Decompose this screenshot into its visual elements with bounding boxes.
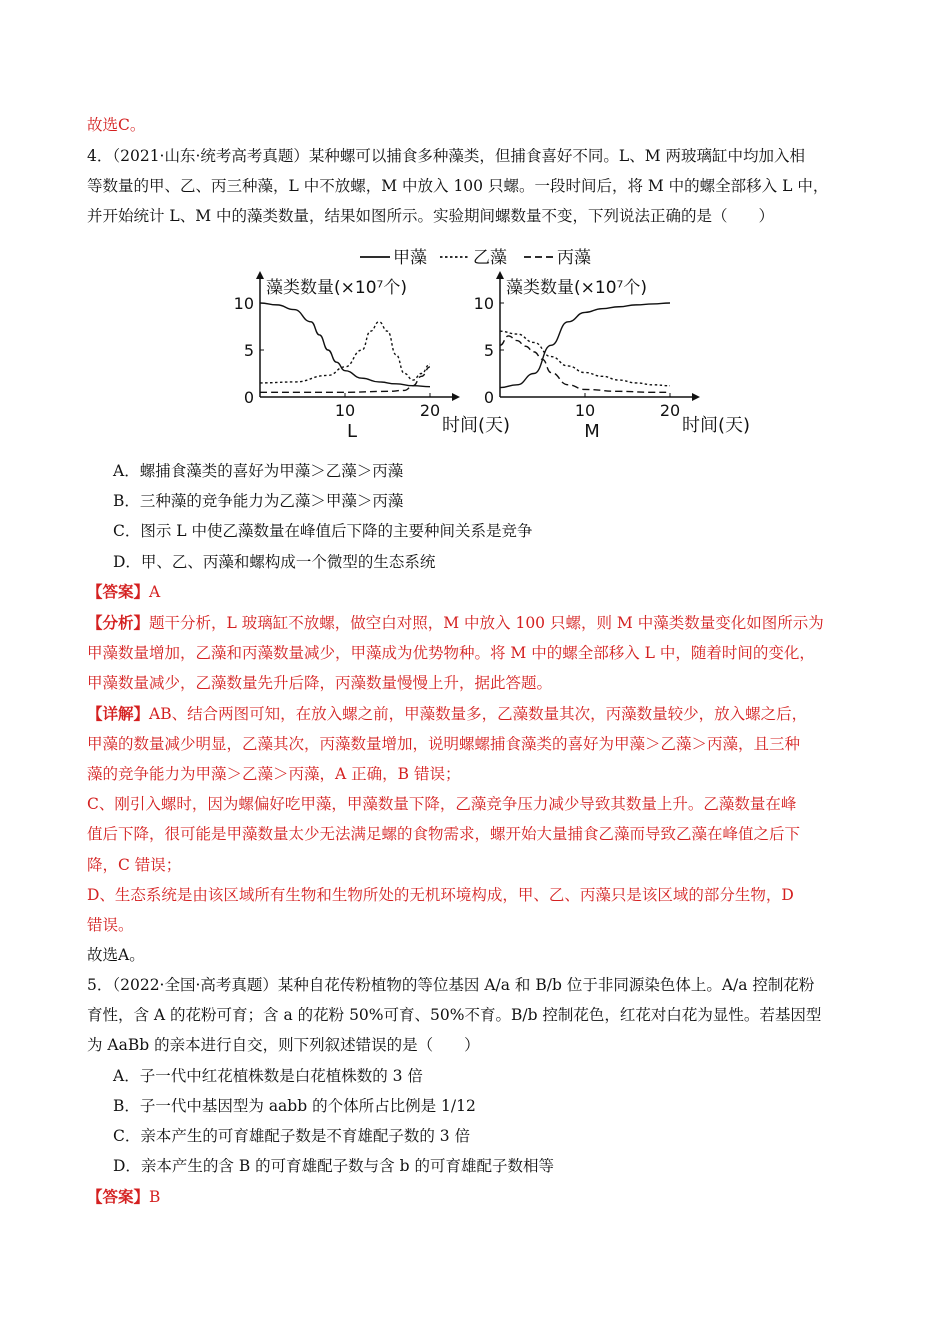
detail-tag: 【详解】 (87, 704, 150, 723)
x-tick-label: 20 (419, 401, 441, 420)
y-axis-label: 藻类数量(×10⁷个) (506, 278, 647, 298)
answer-tag: 【答案】 (87, 1187, 150, 1206)
q3-conclusion: 故选C。 (87, 116, 146, 134)
q4-option-d: D．甲、乙、丙藻和螺构成一个微型的生态系统 (113, 553, 436, 571)
q4-stem-line: 等数量的甲、乙、丙三种藻，L 中不放螺，M 中放入 100 只螺。一段时间后，将 M 中的螺全部移入 L 中， (87, 177, 829, 195)
q4-answer (87, 582, 160, 602)
q4-detail-line: 降，C 错误； (87, 856, 182, 874)
y-tick-label: 0 (243, 388, 254, 407)
q4-analysis-line: 甲藻数量增加，乙藻和丙藻数量减少，甲藻成为优势物种。将 M 中的螺全部移入 L 中，随着时间的变化， (87, 644, 815, 662)
panel-label: M (584, 421, 600, 442)
q5-stem-line: 育性，含 A 的花粉可育；含 a 的花粉 50%可育、50%不育。B/b 控制花色，红花对白花为显性。若基因型 (87, 1006, 822, 1024)
x-axis-label: 时间(天) (682, 415, 751, 436)
x-axis-arrow (692, 393, 700, 401)
q4-option-b: B．三种藻的竞争能力为乙藻＞甲藻＞丙藻 (113, 492, 404, 510)
q4-option-a: A．螺捕食藻类的喜好为甲藻＞乙藻＞丙藻 (113, 462, 404, 480)
answer-tag: 【答案】 (87, 582, 150, 601)
answer-value: A (149, 583, 161, 601)
q5-option-c: C．亲本产生的可育雄配子数是不育雄配子数的 3 倍 (113, 1127, 471, 1145)
y-tick-label: 5 (243, 341, 254, 360)
q5-option-a: A．子一代中红花植株数是白花植株数的 3 倍 (113, 1067, 423, 1085)
q4-conclusion: 故选A。 (87, 946, 145, 964)
panel-label: L (346, 421, 358, 442)
q4-detail-line: 【详解】AB、结合两图可知，在放入螺之前，甲藻数量多，乙藻数量其次，丙藻数量较少，放入螺之后， (87, 704, 808, 723)
legend-label: 丙藻 (557, 248, 591, 268)
y-axis-label: 藻类数量(×10⁷个) (266, 278, 407, 298)
q4-detail-line: D、生态系统是由该区域所有生物和生物所处的无机环境构成，甲、乙、丙藻只是该区域的部分生物，D (87, 886, 794, 904)
y-axis-arrow (256, 271, 264, 279)
q5-option-b: B．子一代中基因型为 aabb 的个体所占比例是 1/12 (113, 1097, 476, 1115)
q5-answer (87, 1187, 160, 1207)
series-line-甲藻 (500, 303, 670, 388)
q4-stem-line: 并开始统计 L、M 中的藻类数量，结果如图所示。实验期间螺数量不变，下列说法正确的是（ ） (87, 207, 775, 225)
q4-detail-line: 藻的竞争能力为甲藻＞乙藻＞丙藻，A 正确，B 错误； (87, 765, 461, 783)
algae-chart-figure (232, 243, 751, 443)
x-axis-arrow (452, 393, 460, 401)
series-line-乙藻 (500, 331, 670, 386)
q4-stem-line: 4．（2021·山东·统考高考真题）某种螺可以捕食多种藻类，但捕食喜好不同。L、M 两玻璃缸中均加入相 (87, 147, 806, 165)
x-tick-label: 10 (334, 401, 356, 420)
y-tick-label: 0 (483, 388, 494, 407)
x-axis-label: 时间(天) (442, 415, 511, 436)
q4-detail-line: C、刚引入螺时，因为螺偏好吃甲藻，甲藻数量下降，乙藻竞争压力减少导致其数量上升。乙藻数量在峰 (87, 795, 797, 813)
legend-label: 乙藻 (473, 248, 507, 268)
q4-analysis-line: 【分析】题干分析，L 玻璃缸不放螺，做空白对照，M 中放入 100 只螺，则 M 中藻类数量变化如图所示为 (87, 613, 824, 632)
y-axis-arrow (496, 271, 504, 279)
x-tick-label: 10 (574, 401, 596, 420)
q4-detail-line: 甲藻的数量减少明显，乙藻其次，丙藻数量增加，说明螺螺捕食藻类的喜好为甲藻＞乙藻＞丙藻，且三种 (87, 735, 801, 753)
y-tick-label: 10 (473, 294, 494, 313)
legend-label: 甲藻 (393, 248, 427, 268)
y-tick-label: 5 (483, 341, 494, 360)
y-tick-label: 10 (233, 294, 254, 313)
analysis-tag: 【分析】 (87, 613, 150, 632)
q4-detail-line: 错误。 (87, 916, 134, 934)
series-line-甲藻 (260, 303, 430, 387)
q4-option-c: C．图示 L 中使乙藻数量在峰值后下降的主要种间关系是竞争 (113, 522, 533, 540)
q5-stem-line: 为 AaBb 的亲本进行自交，则下列叙述错误的是（ ） (87, 1036, 480, 1054)
q4-analysis-line: 甲藻数量减少，乙藻数量先升后降，丙藻数量慢慢上升，据此答题。 (87, 674, 553, 692)
algae-chart-svg (232, 243, 751, 443)
series-line-乙藻 (260, 322, 430, 383)
series-line-丙藻 (500, 336, 670, 392)
x-tick-label: 20 (659, 401, 681, 420)
answer-value: B (149, 1188, 161, 1206)
q5-option-d: D．亲本产生的含 B 的可育雄配子数与含 b 的可育雄配子数相等 (113, 1157, 554, 1175)
q4-detail-line: 值后下降，很可能是甲藻数量太少无法满足螺的食物需求，螺开始大量捕食乙藻而导致乙藻在峰值之后下 (87, 825, 801, 843)
q5-stem-line: 5．（2022·全国·高考真题）某种自花传粉植物的等位基因 A/a 和 B/b 位于非同源染色体上。A/a 控制花粉 (87, 976, 815, 994)
